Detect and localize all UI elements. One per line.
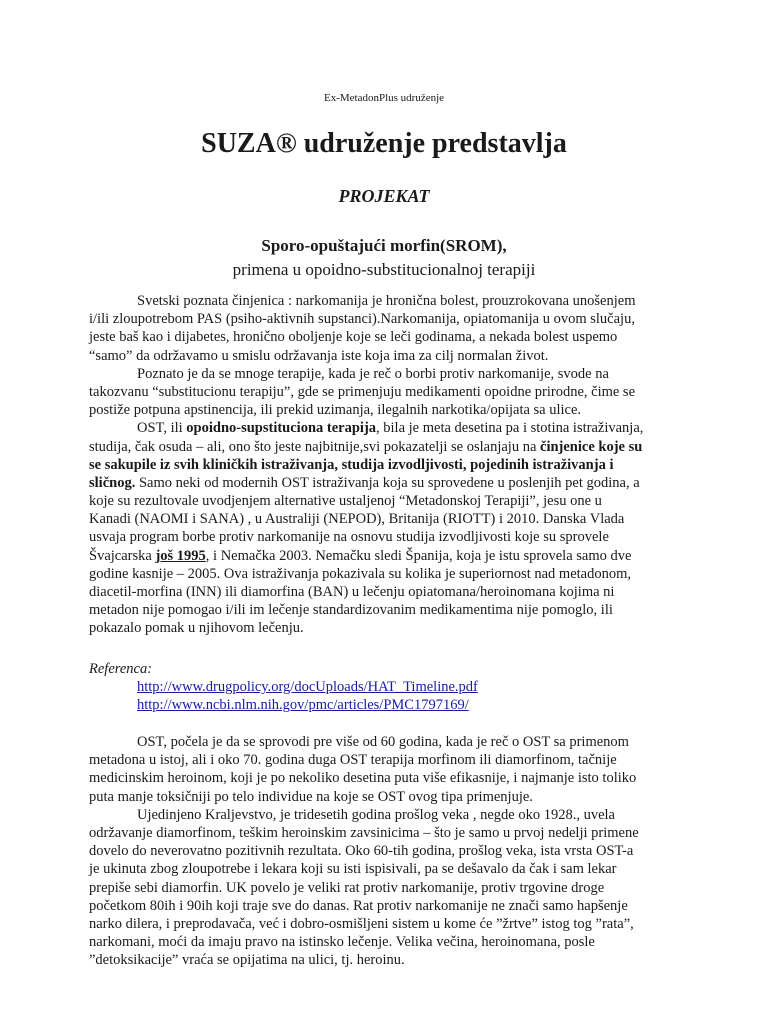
reference-item (89, 696, 675, 714)
paragraph-line: usvaja program borbe protiv narkomanije na osnovu studija izvodljivosti koje su sprovele (89, 529, 609, 546)
paragraph-line: održavanje diamorfinom, teškim heroinskim zavsinicima – što je samo u prvoj nedelji primene (89, 824, 639, 841)
paragraph-line: početkom 80ih i 90ih koji traje sve do danas. Rat protiv narkomanije ne znači samo hapšenje (89, 897, 628, 914)
paragraph-line (89, 474, 675, 492)
paragraph-line: medicinskim heroinom, koji je po nekoliko desetina puta više efikasnije, i najmanje isto toliko (89, 770, 637, 787)
paragraph-line: “samo” da održavamo u smislu održavanja iste koja ima za cilj normalan život. (89, 347, 549, 364)
document-title: SUZA® udruženje predstavlja (201, 128, 567, 159)
paragraph-line: narkomani, moći da imaju pravo na istinsko lečenje. Velika večina, heroinomana, posle (89, 934, 595, 951)
paragraph-line (89, 419, 675, 437)
text-run: , i Nemačka 2003. Nemačku sledi Španija, koja je istu sprovela samo dve (205, 547, 632, 564)
paragraph-line: Svetski poznata činjenica : narkomanija je hronična bolest, prouzrokovana unošenjem (137, 293, 636, 309)
paragraph-line: ”detoksikacije” vraća se opijatima na ulici, tj. heroinu. (89, 952, 405, 969)
text-run: studija, čak osuda – ali, ono što jeste najbitnije,svi pokazatelji se oslanjaju na (89, 438, 541, 455)
paragraph-line: Ujedinjeno Kraljevstvo, je tridesetih godina prošlog veka , negde oko 1928., uvela (137, 806, 615, 823)
organization-name: Ex-MetadonPlus udruženje (323, 92, 445, 104)
paragraph-line: koje su rezultovale uvodjenjem alternative ustaljenoj “Metadonskoj Terapiji”, jesu one u (89, 493, 602, 510)
paragraph-line: diacetil-morfina (INN) ili diamorfina (BAN) u lečenju opiatomana/heroinomana kojima ni (89, 584, 615, 600)
references-section (89, 660, 675, 715)
bold-term: opoidno-supstituciona terapija (186, 420, 377, 437)
text-run: , bila je meta desetina pa i stotina istraživanja, (376, 420, 644, 437)
subtitle-line-1: Sporo-opuštajući morfin(SROM), (261, 236, 507, 255)
text-run: Samo neki od modernih OST istraživanja koja su sprovedene u poslenjih pet godina, a (135, 474, 640, 491)
bold-text: se sakupile iz svih kliničkih istraživanja, studija izvodljivosti, pojedinih istraživanja i (89, 456, 614, 473)
paragraph-line: pokazalo pomak u njihovom lečenju. (89, 620, 304, 637)
paragraph-line: i/ili zloupotrebom PAS (psiho-aktivnih supstanci).Narkomanija, opiatomanija u ovom slučaju, (89, 311, 635, 328)
paragraph-line: dovelo do neverovatno pozitivnih rezultata. Oko 60-tih godina, prošlog veka, ista vrsta OST-a (89, 843, 634, 860)
paragraph-line: je ukinuta zbog zloupotrebe i lekara koji su isti ispisivali, pa se dešavalo da čak i sam lekar (89, 861, 617, 878)
text-run: OST, ili (137, 420, 187, 437)
paragraph-line: Poznato je da se mnoge terapije, kada je reč o borbi protiv narkomanije, svode na (137, 365, 609, 382)
paragraph-line: takozvanu “substitucionu terapiju”, gde se primenjuju medikamenti opoidne prirodne, čime se (89, 383, 636, 400)
paragraph-line: metadon nije pomogao i/ili im lečenje standardizovanim medikamentima nije pomoglo, ili (89, 602, 613, 619)
intro-section (89, 292, 675, 638)
references-label: Referenca: (89, 661, 153, 677)
paragraph-line: godine kasnije – 2005. Ova istraživanja pokazivala su kolika je superiornost nad metadonom, (89, 565, 632, 582)
paragraph-line: Kanadi (NAOMI i SANA) , u Australiji (NEPOD), Britanija (RIOTT) i 2010. Danska Vlada (89, 511, 625, 528)
bold-text: činjenice koje su (540, 438, 643, 455)
paragraph-line: OST, počela je da se sprovodi pre više od 60 godina, kada je reč o OST sa primenom (137, 734, 629, 750)
reference-link-2[interactable]: http://www.ncbi.nlm.nih.gov/pmc/articles/PMC1797169/ (137, 697, 469, 714)
project-heading: PROJEKAT (338, 186, 430, 206)
reference-link-1[interactable]: http://www.drugpolicy.org/docUploads/HAT_Timeline.pdf (137, 679, 478, 696)
paragraph-line: postiže potpuna apstinencija, ili prekid uzimanja, ilegalnih narkotika/opijata sa ulice. (89, 402, 582, 419)
reference-item (89, 678, 675, 696)
underlined-year: još 1995 (155, 547, 206, 564)
paragraph-line: jeste baš kao i dijabetes, hronično oboljenje koje se leči godinama, a nekada bolest uspemo (89, 329, 618, 346)
paragraph-line: prepiše sebi diamorfin. UK povelo je veliki rat protiv narkomanije, protiv trgovine droge (89, 879, 605, 896)
paragraph-line (89, 438, 675, 456)
paragraph-line: puta manje toksičniji po telo individue na koje se OST ovog tipa primenjuje. (89, 788, 533, 805)
paragraph-line (89, 547, 675, 565)
paragraph-line (89, 456, 675, 474)
bold-text: sličnog. (89, 474, 136, 491)
subtitle-line-2: primena u opoidno-substitucionalnoj terapiji (232, 260, 536, 279)
paragraph-line: metadona u istoj, ali i oko 70. godina duga OST terapija morfinom ili diamorfinom, tačnije (89, 752, 617, 769)
history-section (89, 733, 675, 969)
project-subtitle (0, 234, 768, 282)
text-run: Švajcarska (89, 547, 156, 564)
paragraph-line: narko dilera, i preprodavača, već i dobro-osmišljeni sistem u kome će ”žrtve” istog tog ”rata”, (89, 915, 634, 932)
